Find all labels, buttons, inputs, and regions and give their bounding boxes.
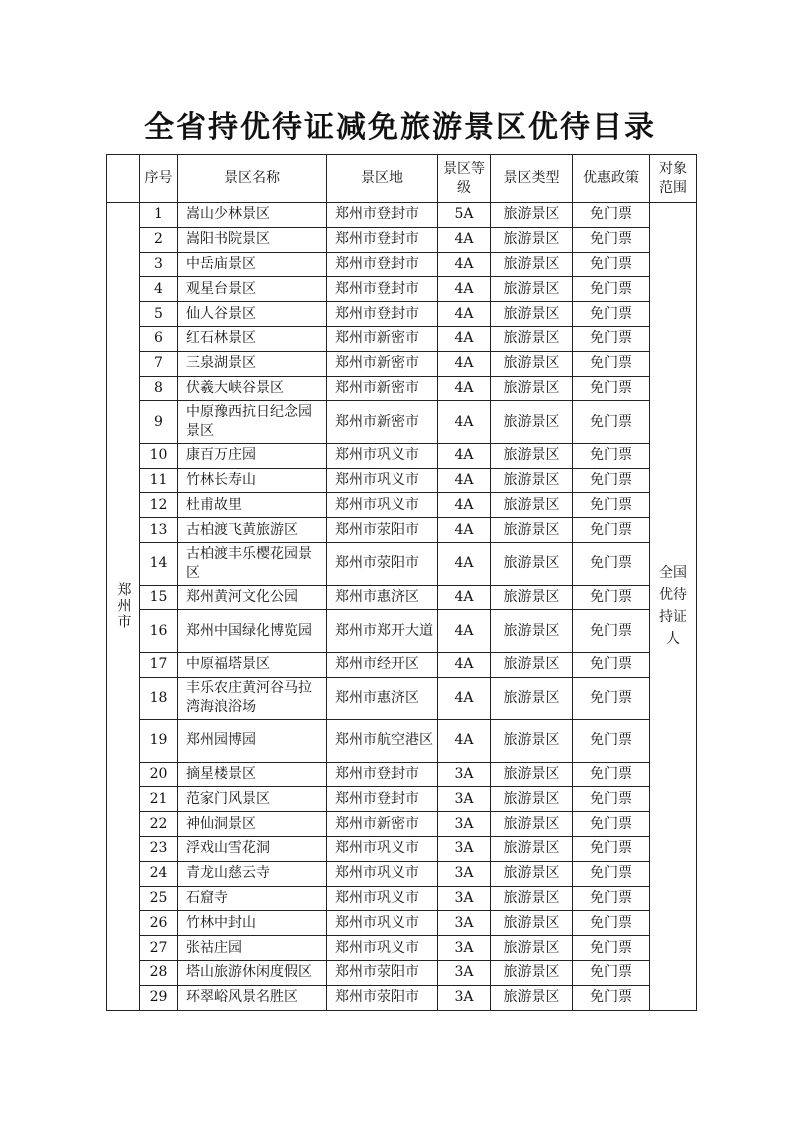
cell-type: 旅游景区 <box>491 585 573 610</box>
cell-location: 郑州市惠济区 <box>327 585 438 610</box>
cell-scenic-name: 郑州黄河文化公园 <box>178 585 327 610</box>
table-row <box>107 252 697 277</box>
cell-grade: 4A <box>438 326 491 351</box>
table-row <box>107 677 697 720</box>
cell-index: 9 <box>140 401 178 444</box>
cell-grade: 4A <box>438 720 491 763</box>
table-row <box>107 493 697 518</box>
cell-scenic-name: 塔山旅游休闲度假区 <box>178 961 327 986</box>
cell-scenic-name: 中原福塔景区 <box>178 652 327 677</box>
cell-index: 24 <box>140 861 178 886</box>
cell-grade: 3A <box>438 961 491 986</box>
cell-type: 旅游景区 <box>491 610 573 653</box>
cell-scenic-name: 竹林中封山 <box>178 911 327 936</box>
cell-location: 郑州市巩义市 <box>327 886 438 911</box>
header-index: 序号 <box>140 155 178 203</box>
cell-scenic-name: 神仙洞景区 <box>178 812 327 837</box>
header-city <box>107 155 140 203</box>
cell-policy: 免门票 <box>573 351 650 376</box>
cell-grade: 4A <box>438 468 491 493</box>
cell-location: 郑州市航空港区 <box>327 720 438 763</box>
cell-index: 13 <box>140 518 178 543</box>
cell-type: 旅游景区 <box>491 762 573 787</box>
cell-grade: 4A <box>438 351 491 376</box>
cell-policy: 免门票 <box>573 677 650 720</box>
cell-grade: 4A <box>438 610 491 653</box>
table-row <box>107 911 697 936</box>
table-row <box>107 326 697 351</box>
cell-type: 旅游景区 <box>491 911 573 936</box>
cell-location: 郑州市新密市 <box>327 401 438 444</box>
cell-scenic-name: 摘星楼景区 <box>178 762 327 787</box>
cell-grade: 3A <box>438 886 491 911</box>
cell-policy: 免门票 <box>573 543 650 586</box>
cell-scope <box>650 203 697 1011</box>
cell-type: 旅游景区 <box>491 376 573 401</box>
cell-scenic-name: 古柏渡丰乐樱花园景区 <box>178 543 327 586</box>
table-row <box>107 652 697 677</box>
cell-policy: 免门票 <box>573 861 650 886</box>
cell-grade: 3A <box>438 911 491 936</box>
cell-grade: 3A <box>438 812 491 837</box>
cell-index: 26 <box>140 911 178 936</box>
cell-index: 3 <box>140 252 178 277</box>
cell-policy: 免门票 <box>573 762 650 787</box>
cell-location: 郑州市登封市 <box>327 787 438 812</box>
cell-grade: 3A <box>438 787 491 812</box>
cell-scenic-name: 嵩山少林景区 <box>178 203 327 228</box>
cell-policy: 免门票 <box>573 252 650 277</box>
cell-policy: 免门票 <box>573 493 650 518</box>
city-label: 郑州市 <box>115 582 132 631</box>
table-body <box>107 203 697 1011</box>
header-policy: 优惠政策 <box>573 155 650 203</box>
cell-index: 2 <box>140 227 178 252</box>
cell-index: 4 <box>140 277 178 302</box>
cell-location: 郑州市新密市 <box>327 326 438 351</box>
cell-city <box>107 203 140 1011</box>
cell-type: 旅游景区 <box>491 677 573 720</box>
cell-grade: 4A <box>438 493 491 518</box>
cell-policy: 免门票 <box>573 302 650 327</box>
table-row <box>107 302 697 327</box>
cell-type: 旅游景区 <box>491 936 573 961</box>
cell-index: 21 <box>140 787 178 812</box>
cell-type: 旅游景区 <box>491 652 573 677</box>
cell-type: 旅游景区 <box>491 443 573 468</box>
cell-location: 郑州市荥阳市 <box>327 543 438 586</box>
cell-grade: 4A <box>438 677 491 720</box>
cell-grade: 4A <box>438 652 491 677</box>
cell-grade: 4A <box>438 227 491 252</box>
cell-location: 郑州市巩义市 <box>327 911 438 936</box>
table-row <box>107 543 697 586</box>
cell-type: 旅游景区 <box>491 493 573 518</box>
cell-policy: 免门票 <box>573 203 650 228</box>
cell-type: 旅游景区 <box>491 861 573 886</box>
cell-grade: 4A <box>438 543 491 586</box>
cell-scenic-name: 丰乐农庄黄河谷马拉湾海浪浴场 <box>178 677 327 720</box>
cell-type: 旅游景区 <box>491 720 573 763</box>
cell-index: 16 <box>140 610 178 653</box>
cell-type: 旅游景区 <box>491 326 573 351</box>
cell-scenic-name: 红石林景区 <box>178 326 327 351</box>
cell-location: 郑州市经开区 <box>327 652 438 677</box>
table-row <box>107 886 697 911</box>
cell-index: 7 <box>140 351 178 376</box>
cell-scenic-name: 环翠峪风景名胜区 <box>178 985 327 1010</box>
cell-index: 28 <box>140 961 178 986</box>
cell-type: 旅游景区 <box>491 961 573 986</box>
table-row <box>107 227 697 252</box>
cell-index: 1 <box>140 203 178 228</box>
cell-policy: 免门票 <box>573 326 650 351</box>
cell-policy: 免门票 <box>573 886 650 911</box>
cell-type: 旅游景区 <box>491 351 573 376</box>
table-row <box>107 610 697 653</box>
cell-grade: 4A <box>438 443 491 468</box>
cell-index: 12 <box>140 493 178 518</box>
cell-scenic-name: 竹林长寿山 <box>178 468 327 493</box>
table-row <box>107 518 697 543</box>
cell-policy: 免门票 <box>573 787 650 812</box>
cell-location: 郑州市巩义市 <box>327 861 438 886</box>
cell-location: 郑州市登封市 <box>327 762 438 787</box>
cell-location: 郑州市郑开大道 <box>327 610 438 653</box>
cell-grade: 4A <box>438 376 491 401</box>
table-row <box>107 401 697 444</box>
table-row <box>107 351 697 376</box>
cell-location: 郑州市登封市 <box>327 227 438 252</box>
cell-scenic-name: 三泉湖景区 <box>178 351 327 376</box>
cell-policy: 免门票 <box>573 652 650 677</box>
cell-scenic-name: 中岳庙景区 <box>178 252 327 277</box>
table-row <box>107 936 697 961</box>
cell-type: 旅游景区 <box>491 277 573 302</box>
table-row <box>107 985 697 1010</box>
cell-index: 22 <box>140 812 178 837</box>
cell-location: 郑州市新密市 <box>327 376 438 401</box>
table-row <box>107 277 697 302</box>
cell-policy: 免门票 <box>573 468 650 493</box>
cell-type: 旅游景区 <box>491 518 573 543</box>
cell-index: 14 <box>140 543 178 586</box>
cell-scenic-name: 郑州园博园 <box>178 720 327 763</box>
cell-policy: 免门票 <box>573 227 650 252</box>
cell-type: 旅游景区 <box>491 252 573 277</box>
table-row <box>107 961 697 986</box>
cell-scenic-name: 杜甫故里 <box>178 493 327 518</box>
cell-location: 郑州市巩义市 <box>327 443 438 468</box>
table-row <box>107 585 697 610</box>
cell-index: 20 <box>140 762 178 787</box>
table-row <box>107 812 697 837</box>
cell-type: 旅游景区 <box>491 401 573 444</box>
cell-scenic-name: 张祜庄园 <box>178 936 327 961</box>
cell-policy: 免门票 <box>573 985 650 1010</box>
cell-type: 旅游景区 <box>491 812 573 837</box>
cell-policy: 免门票 <box>573 610 650 653</box>
cell-scenic-name: 石窟寺 <box>178 886 327 911</box>
cell-policy: 免门票 <box>573 837 650 862</box>
cell-index: 19 <box>140 720 178 763</box>
scenic-area-table <box>106 154 697 1011</box>
cell-index: 18 <box>140 677 178 720</box>
cell-location: 郑州市登封市 <box>327 203 438 228</box>
header-scope: 对象范围 <box>650 155 697 203</box>
table-row <box>107 762 697 787</box>
header-location: 景区地 <box>327 155 438 203</box>
cell-index: 25 <box>140 886 178 911</box>
cell-grade: 3A <box>438 861 491 886</box>
cell-location: 郑州市巩义市 <box>327 936 438 961</box>
cell-grade: 4A <box>438 277 491 302</box>
cell-index: 6 <box>140 326 178 351</box>
cell-policy: 免门票 <box>573 812 650 837</box>
table-row <box>107 468 697 493</box>
cell-type: 旅游景区 <box>491 787 573 812</box>
cell-scenic-name: 范家门风景区 <box>178 787 327 812</box>
cell-location: 郑州市荥阳市 <box>327 961 438 986</box>
cell-index: 5 <box>140 302 178 327</box>
cell-grade: 3A <box>438 936 491 961</box>
cell-type: 旅游景区 <box>491 468 573 493</box>
cell-policy: 免门票 <box>573 376 650 401</box>
table-row <box>107 443 697 468</box>
cell-location: 郑州市登封市 <box>327 252 438 277</box>
cell-scenic-name: 仙人谷景区 <box>178 302 327 327</box>
cell-grade: 3A <box>438 985 491 1010</box>
cell-scenic-name: 郑州中国绿化博览园 <box>178 610 327 653</box>
cell-policy: 免门票 <box>573 443 650 468</box>
cell-scenic-name: 浮戏山雪花洞 <box>178 837 327 862</box>
cell-location: 郑州市荥阳市 <box>327 518 438 543</box>
cell-policy: 免门票 <box>573 911 650 936</box>
cell-location: 郑州市新密市 <box>327 812 438 837</box>
cell-scenic-name: 观星台景区 <box>178 277 327 302</box>
header-name: 景区名称 <box>178 155 327 203</box>
cell-type: 旅游景区 <box>491 227 573 252</box>
cell-policy: 免门票 <box>573 720 650 763</box>
header-row <box>107 155 697 203</box>
cell-type: 旅游景区 <box>491 886 573 911</box>
cell-scenic-name: 嵩阳书院景区 <box>178 227 327 252</box>
cell-index: 8 <box>140 376 178 401</box>
cell-policy: 免门票 <box>573 401 650 444</box>
cell-grade: 3A <box>438 837 491 862</box>
table-row <box>107 837 697 862</box>
cell-policy: 免门票 <box>573 518 650 543</box>
cell-type: 旅游景区 <box>491 203 573 228</box>
cell-index: 17 <box>140 652 178 677</box>
cell-scenic-name: 古柏渡飞黄旅游区 <box>178 518 327 543</box>
table-row <box>107 376 697 401</box>
cell-type: 旅游景区 <box>491 302 573 327</box>
cell-grade: 4A <box>438 302 491 327</box>
cell-location: 郑州市惠济区 <box>327 677 438 720</box>
cell-location: 郑州市荥阳市 <box>327 985 438 1010</box>
cell-grade: 4A <box>438 252 491 277</box>
cell-policy: 免门票 <box>573 936 650 961</box>
table-row <box>107 720 697 763</box>
cell-type: 旅游景区 <box>491 985 573 1010</box>
cell-index: 27 <box>140 936 178 961</box>
cell-grade: 5A <box>438 203 491 228</box>
cell-grade: 4A <box>438 401 491 444</box>
cell-index: 29 <box>140 985 178 1010</box>
header-grade: 景区等级 <box>438 155 491 203</box>
table-row <box>107 861 697 886</box>
cell-location: 郑州市新密市 <box>327 351 438 376</box>
cell-location: 郑州市巩义市 <box>327 493 438 518</box>
cell-type: 旅游景区 <box>491 543 573 586</box>
table-row <box>107 787 697 812</box>
table-row <box>107 203 697 228</box>
cell-type: 旅游景区 <box>491 837 573 862</box>
cell-scenic-name: 青龙山慈云寺 <box>178 861 327 886</box>
cell-location: 郑州市登封市 <box>327 277 438 302</box>
cell-scenic-name: 中原豫西抗日纪念园景区 <box>178 401 327 444</box>
cell-scenic-name: 伏羲大峡谷景区 <box>178 376 327 401</box>
cell-scenic-name: 康百万庄园 <box>178 443 327 468</box>
cell-policy: 免门票 <box>573 961 650 986</box>
cell-location: 郑州市登封市 <box>327 302 438 327</box>
cell-index: 11 <box>140 468 178 493</box>
cell-grade: 4A <box>438 518 491 543</box>
cell-index: 23 <box>140 837 178 862</box>
header-type: 景区类型 <box>491 155 573 203</box>
cell-location: 郑州市巩义市 <box>327 468 438 493</box>
cell-grade: 3A <box>438 762 491 787</box>
cell-policy: 免门票 <box>573 277 650 302</box>
cell-policy: 免门票 <box>573 585 650 610</box>
document-title: 全省持优待证减免旅游景区优待目录 <box>144 110 656 145</box>
cell-index: 15 <box>140 585 178 610</box>
cell-location: 郑州市巩义市 <box>327 837 438 862</box>
scope-label: 全国优待持证人 <box>659 565 687 648</box>
cell-index: 10 <box>140 443 178 468</box>
cell-grade: 4A <box>438 585 491 610</box>
